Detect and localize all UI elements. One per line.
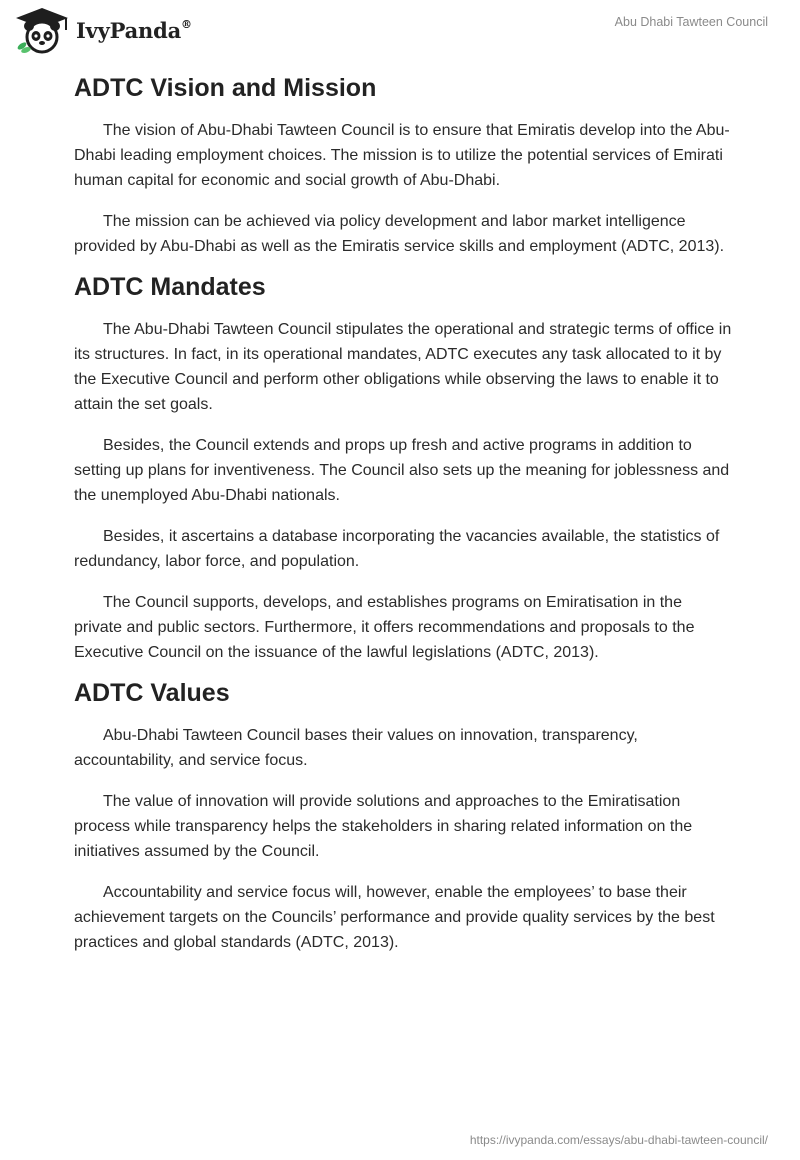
- source-url-link[interactable]: https://ivypanda.com/essays/abu-dhabi-tawteen-council/: [469, 1133, 768, 1147]
- section-heading-vision-mission: ADTC Vision and Mission: [74, 74, 377, 102]
- paragraph: Besides, it ascertains a database incorporating the vacancies available, the statistics of redundancy, labor force, and population.: [74, 528, 720, 570]
- section-heading-mandates: ADTC Mandates: [74, 273, 266, 301]
- section-heading-values: ADTC Values: [74, 679, 230, 707]
- document-title: Abu Dhabi Tawteen Council: [614, 15, 768, 29]
- paragraph: Abu-Dhabi Tawteen Council bases their values on innovation, transparency, accountability, and service focus.: [74, 727, 638, 769]
- panda-graduate-icon: [14, 6, 70, 54]
- essay-body: [74, 70, 734, 955]
- paragraph: The mission can be achieved via policy development and labor market intelligence provided by Abu-Dhabi as well as the Emiratis service skills and employment (ADTC, 2013).: [74, 213, 725, 255]
- paragraph: The value of innovation will provide solutions and approaches to the Emiratisation process while transparency helps the stakeholders in sharing related information on the initiatives assumed by the Council.: [74, 793, 693, 860]
- ivypanda-logo[interactable]: [14, 6, 192, 54]
- paragraph: The Council supports, develops, and establishes programs on Emiratisation in the private and public sectors. Furthermore, it offers recommendations and proposals to the Executive Council on the issuance of the lawful legislations (ADTC, 2013).: [74, 594, 695, 661]
- paragraph: Accountability and service focus will, however, enable the employees’ to base their achievement targets on the Councils’ performance and provide quality services by the best practices and global standards (ADTC, 2013).: [74, 884, 715, 951]
- paragraph: Besides, the Council extends and props up fresh and active programs in addition to setting up plans for inventiveness. The Council also sets up the meaning for joblessness and the unemployed Abu-Dhabi nationals.: [74, 437, 730, 504]
- paragraph: The Abu-Dhabi Tawteen Council stipulates the operational and strategic terms of office in its structures. In fact, in its operational mandates, ADTC executes any task allocated to it by the Executive Council and perform other obligations while observing the laws to enable it to attain the set goals.: [74, 321, 732, 413]
- logo-wordmark: IvyPanda®: [76, 17, 192, 43]
- paragraph: The vision of Abu-Dhabi Tawteen Council is to ensure that Emiratis develop into the Abu-Dhabi leading employment choices. The mission is to utilize the potential services of Emirati human capital for economic and social growth of Abu-Dhabi.: [74, 122, 730, 189]
- page-header: [0, 0, 800, 60]
